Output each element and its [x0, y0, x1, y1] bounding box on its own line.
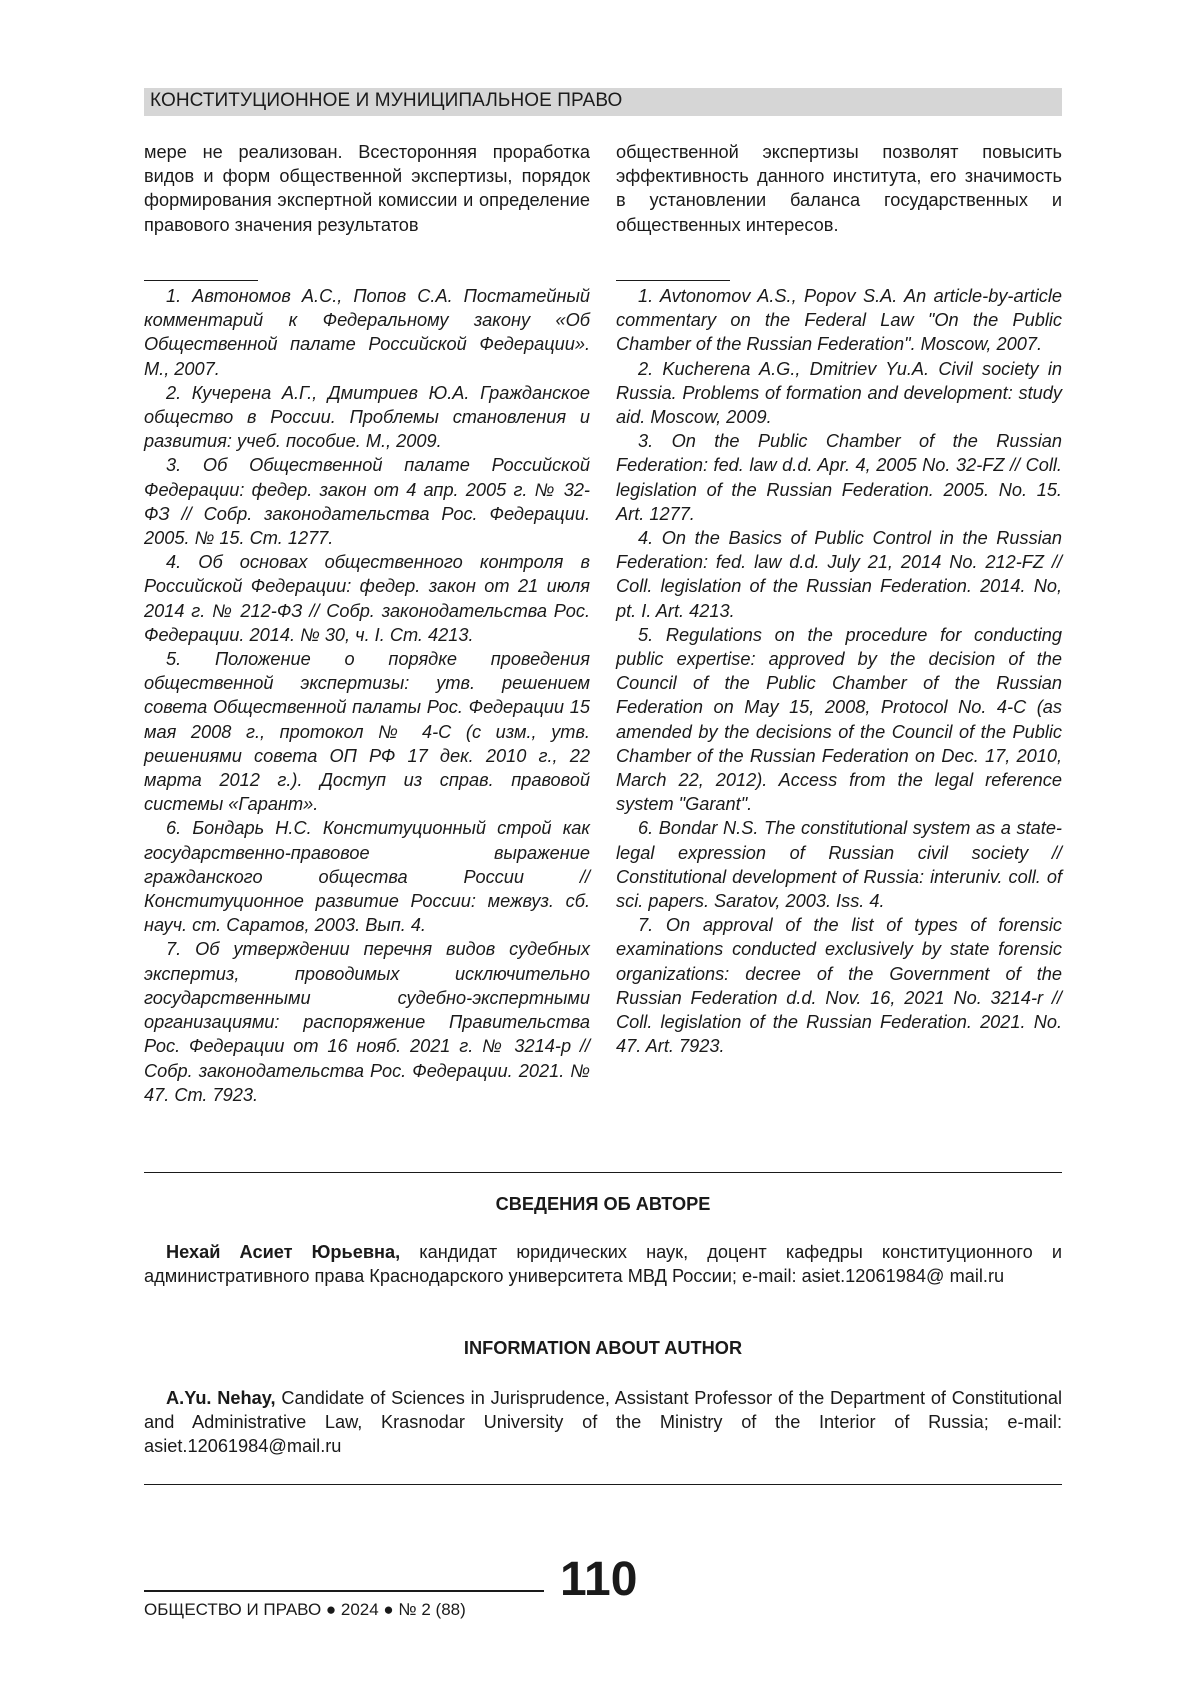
- body-right-column: [616, 140, 1062, 237]
- reference-item: 3. Об Общественной палате Российской Федерации: федер. закон от 4 апр. 2005 г. № 32-ФЗ // Собр. законодательства Рос. Федерации. 2005. № 15. Ст. 1277.: [144, 455, 590, 549]
- author-name-en: A.Yu. Nehay,: [166, 1388, 276, 1408]
- author-info-ru: [144, 1240, 1062, 1288]
- reference-item: 7. Об утверждении перечня видов судебных экспертиз, проводимых исключительно государственными судебно-экспертными организациями: распоряжение Правительства Рос. Федерации от 16 нояб. 2021 г. № 3214-р // Собр. законодательства Рос. Федерации. 2021. № 47. Ст. 7923.: [144, 939, 590, 1105]
- references-divider-left: [144, 280, 258, 281]
- reference-item: 3. On the Public Chamber of the Russian Federation: fed. law d.d. Apr. 4, 2005 No. 32-FZ // Coll. legislation of the Russian Federation. 2005. No. 15. Art. 1277.: [616, 431, 1062, 524]
- footer-rule: [144, 1590, 544, 1592]
- reference-item: 1. Автономов А.С., Попов С.А. Постатейный комментарий к Федеральному закону «Об Общественной палате Российской Федерации». М., 2007.: [144, 286, 590, 379]
- reference-item: 2. Kucherena A.G., Dmitriev Yu.A. Civil society in Russia. Problems of formation and development: study aid. Moscow, 2009.: [616, 358, 1062, 428]
- author-title-en: INFORMATION ABOUT AUTHOR: [463, 1338, 743, 1358]
- references-ru: [144, 284, 590, 1107]
- references-en: [616, 284, 1062, 1059]
- reference-item: 7. On approval of the list of types of forensic examinations conducted exclusively by state forensic organizations: decree of the Government of the Russian Federation d.d. Nov. 16, 2021 No. 3214-r // Coll. legislation of the Russian Federation. 2021. No. 47. Art. 7923.: [616, 915, 1062, 1057]
- body-paragraph-right: общественной экспертизы позволят повысить эффективность данного института, его значимость в установлении баланса государственных и общественных интересов.: [616, 142, 1062, 235]
- author-divider-bottom: [144, 1484, 1062, 1485]
- references-divider-right: [616, 280, 730, 281]
- body-left-column: [144, 140, 590, 237]
- journal-line: ОБЩЕСТВО И ПРАВО ● 2024 ● № 2 (88): [144, 1600, 466, 1619]
- author-info-en: [144, 1386, 1062, 1459]
- author-title-ru: СВЕДЕНИЯ ОБ АВТОРЕ: [495, 1194, 711, 1214]
- reference-item: 5. Regulations on the procedure for conducting public expertise: approved by the decision of the Council of the Public Chamber of the Russian Federation on May 15, 2008, Protocol No. 4-C (as amended by the decisions of the Council of the Public Chamber of the Russian Federation on Dec. 17, 2010, March 22, 2012). Access from the legal reference system "Garant".: [616, 624, 1062, 815]
- author-name-ru: Нехай Асиет Юрьевна,: [166, 1242, 401, 1262]
- body-paragraph-left: мере не реализован. Всесторонняя проработка видов и форм общественной экспертизы, порядок формирования экспертной комиссии и определение правового значения результатов: [144, 142, 590, 235]
- reference-item: 5. Положение о порядке проведения общественной экспертизы: утв. решением совета Общественной палаты Рос. Федерации 15 мая 2008 г., протокол № 4-С (с изм., утв. решениями совета ОП РФ 17 дек. 2010 г., 22 марта 2012 г.). Доступ из справ. правовой системы «Гарант».: [144, 649, 590, 815]
- page-number: 110: [560, 1553, 638, 1606]
- reference-item: 6. Бондарь Н.С. Конституционный строй как государственно-правовое выражение гражданского общества России // Конституционное развитие России: межвуз. сб. науч. ст. Саратов, 2003. Вып. 4.: [144, 818, 590, 936]
- section-header: КОНСТИТУЦИОННОЕ И МУНИЦИПАЛЬНОЕ ПРАВО: [150, 90, 623, 111]
- reference-item: 4. On the Basics of Public Control in the Russian Federation: fed. law d.d. July 21, 2014 No. 212-FZ // Coll. legislation of the Russian Federation. 2014. No, pt. I. Art. 4213.: [616, 528, 1062, 621]
- reference-item: 2. Кучерена А.Г., Дмитриев Ю.А. Гражданское общество в России. Проблемы становления и развития: учеб. пособие. М., 2009.: [144, 382, 590, 452]
- author-divider-top: [144, 1172, 1062, 1173]
- reference-item: 1. Avtonomov A.S., Popov S.A. An article-by-article commentary on the Federal Law "On the Public Chamber of the Russian Federation". Moscow, 2007.: [616, 286, 1062, 355]
- reference-item: 6. Bondar N.S. The constitutional system as a state-legal expression of Russian civil society // Constitutional development of Russia: interuniv. coll. of sci. papers. Saratov, 2003. Iss. 4.: [616, 818, 1062, 912]
- reference-item: 4. Об основах общественного контроля в Российской Федерации: федер. закон от 21 июля 2014 г. № 212-ФЗ // Собр. законодательства Рос. Федерации. 2014. № 30, ч. I. Ст. 4213.: [144, 552, 590, 645]
- author-text-ru: кандидат юридических наук, доцент кафедры конституционного и административного права Краснодарского университета МВД России; e-mail: asiet.12061984@ mail.ru: [144, 1242, 1062, 1287]
- author-text-en: Candidate of Sciences in Jurisprudence, Assistant Professor of the Department of Constitutional and Administrative Law, Krasnodar University of the Ministry of the Interior of Russia; e-mail: asiet.12061984@mail.ru: [144, 1388, 1062, 1457]
